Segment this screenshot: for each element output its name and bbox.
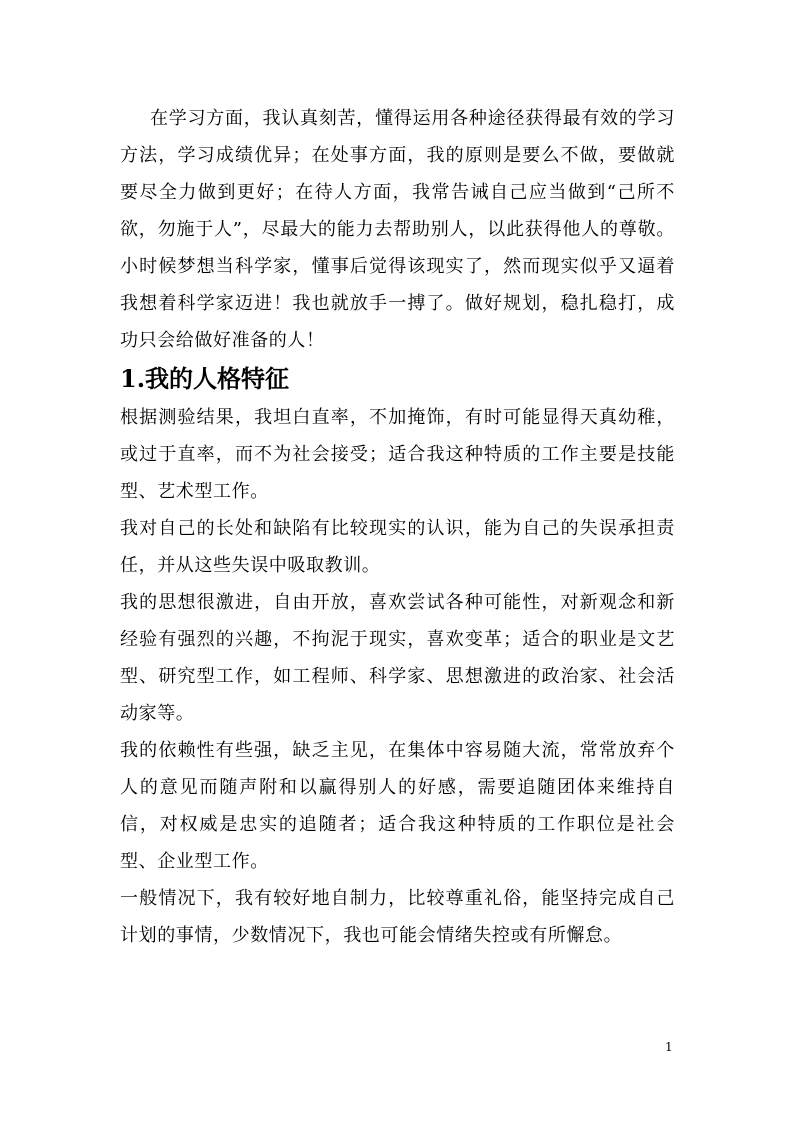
paragraph-test-result: 根据测验结果，我坦白直率，不加掩饰，有时可能显得天真幼稚，或过于直率，而不为社会接受；适合我这种特质的工作主要是技能型、艺术型工作。	[120, 407, 675, 502]
paragraph-self-control: 一般情况下，我有较好地自制力，比较尊重礼俗，能坚持完成自己计划的事情，少数情况下，我也可能会情绪失控或有所懈怠。	[120, 888, 675, 946]
paragraph-dependence: 我的依赖性有些强，缺乏主见，在集体中容易随大流，常常放弃个人的意见而随声附和以赢得别人的好感，需要追随团体来维持自信，对权威是忠实的追随者；适合我这种特质的工作职位是社会型、企业型工作。	[120, 740, 675, 872]
intro-paragraph: 在学习方面，我认真刻苦，懂得运用各种途径获得最有效的学习方法，学习成绩优异；在处事方面，我的原则是要么不做，要做就要尽全力做到更好；在待人方面，我常告诫自己应当做到“己所不欲，勿施于人”，尽最大的能力去帮助别人，以此获得他人的尊敬。小时候梦想当科学家，懂事后觉得该现实了，然而现实似乎又逼着我想着科学家迈进！我也就放手一搏了。做好规划，稳扎稳打，成功只会给做好准备的人！	[120, 108, 675, 351]
paragraph-open-mind: 我的思想很激进，自由开放，喜欢尝试各种可能性，对新观念和新经验有强烈的兴趣，不拘泥于现实，喜欢变革；适合的职业是文艺型、研究型工作，如工程师、科学家、思想激进的政治家、社会活动家等。	[120, 592, 675, 724]
page-content	[120, 100, 675, 954]
page-number: 1	[665, 1040, 673, 1054]
paragraph-self-awareness: 我对自己的长处和缺陷有比较现实的认识，能为自己的失误承担责任，并从这些失误中吸取教训。	[120, 518, 675, 576]
section-heading: 1.我的人格特征	[120, 364, 290, 393]
